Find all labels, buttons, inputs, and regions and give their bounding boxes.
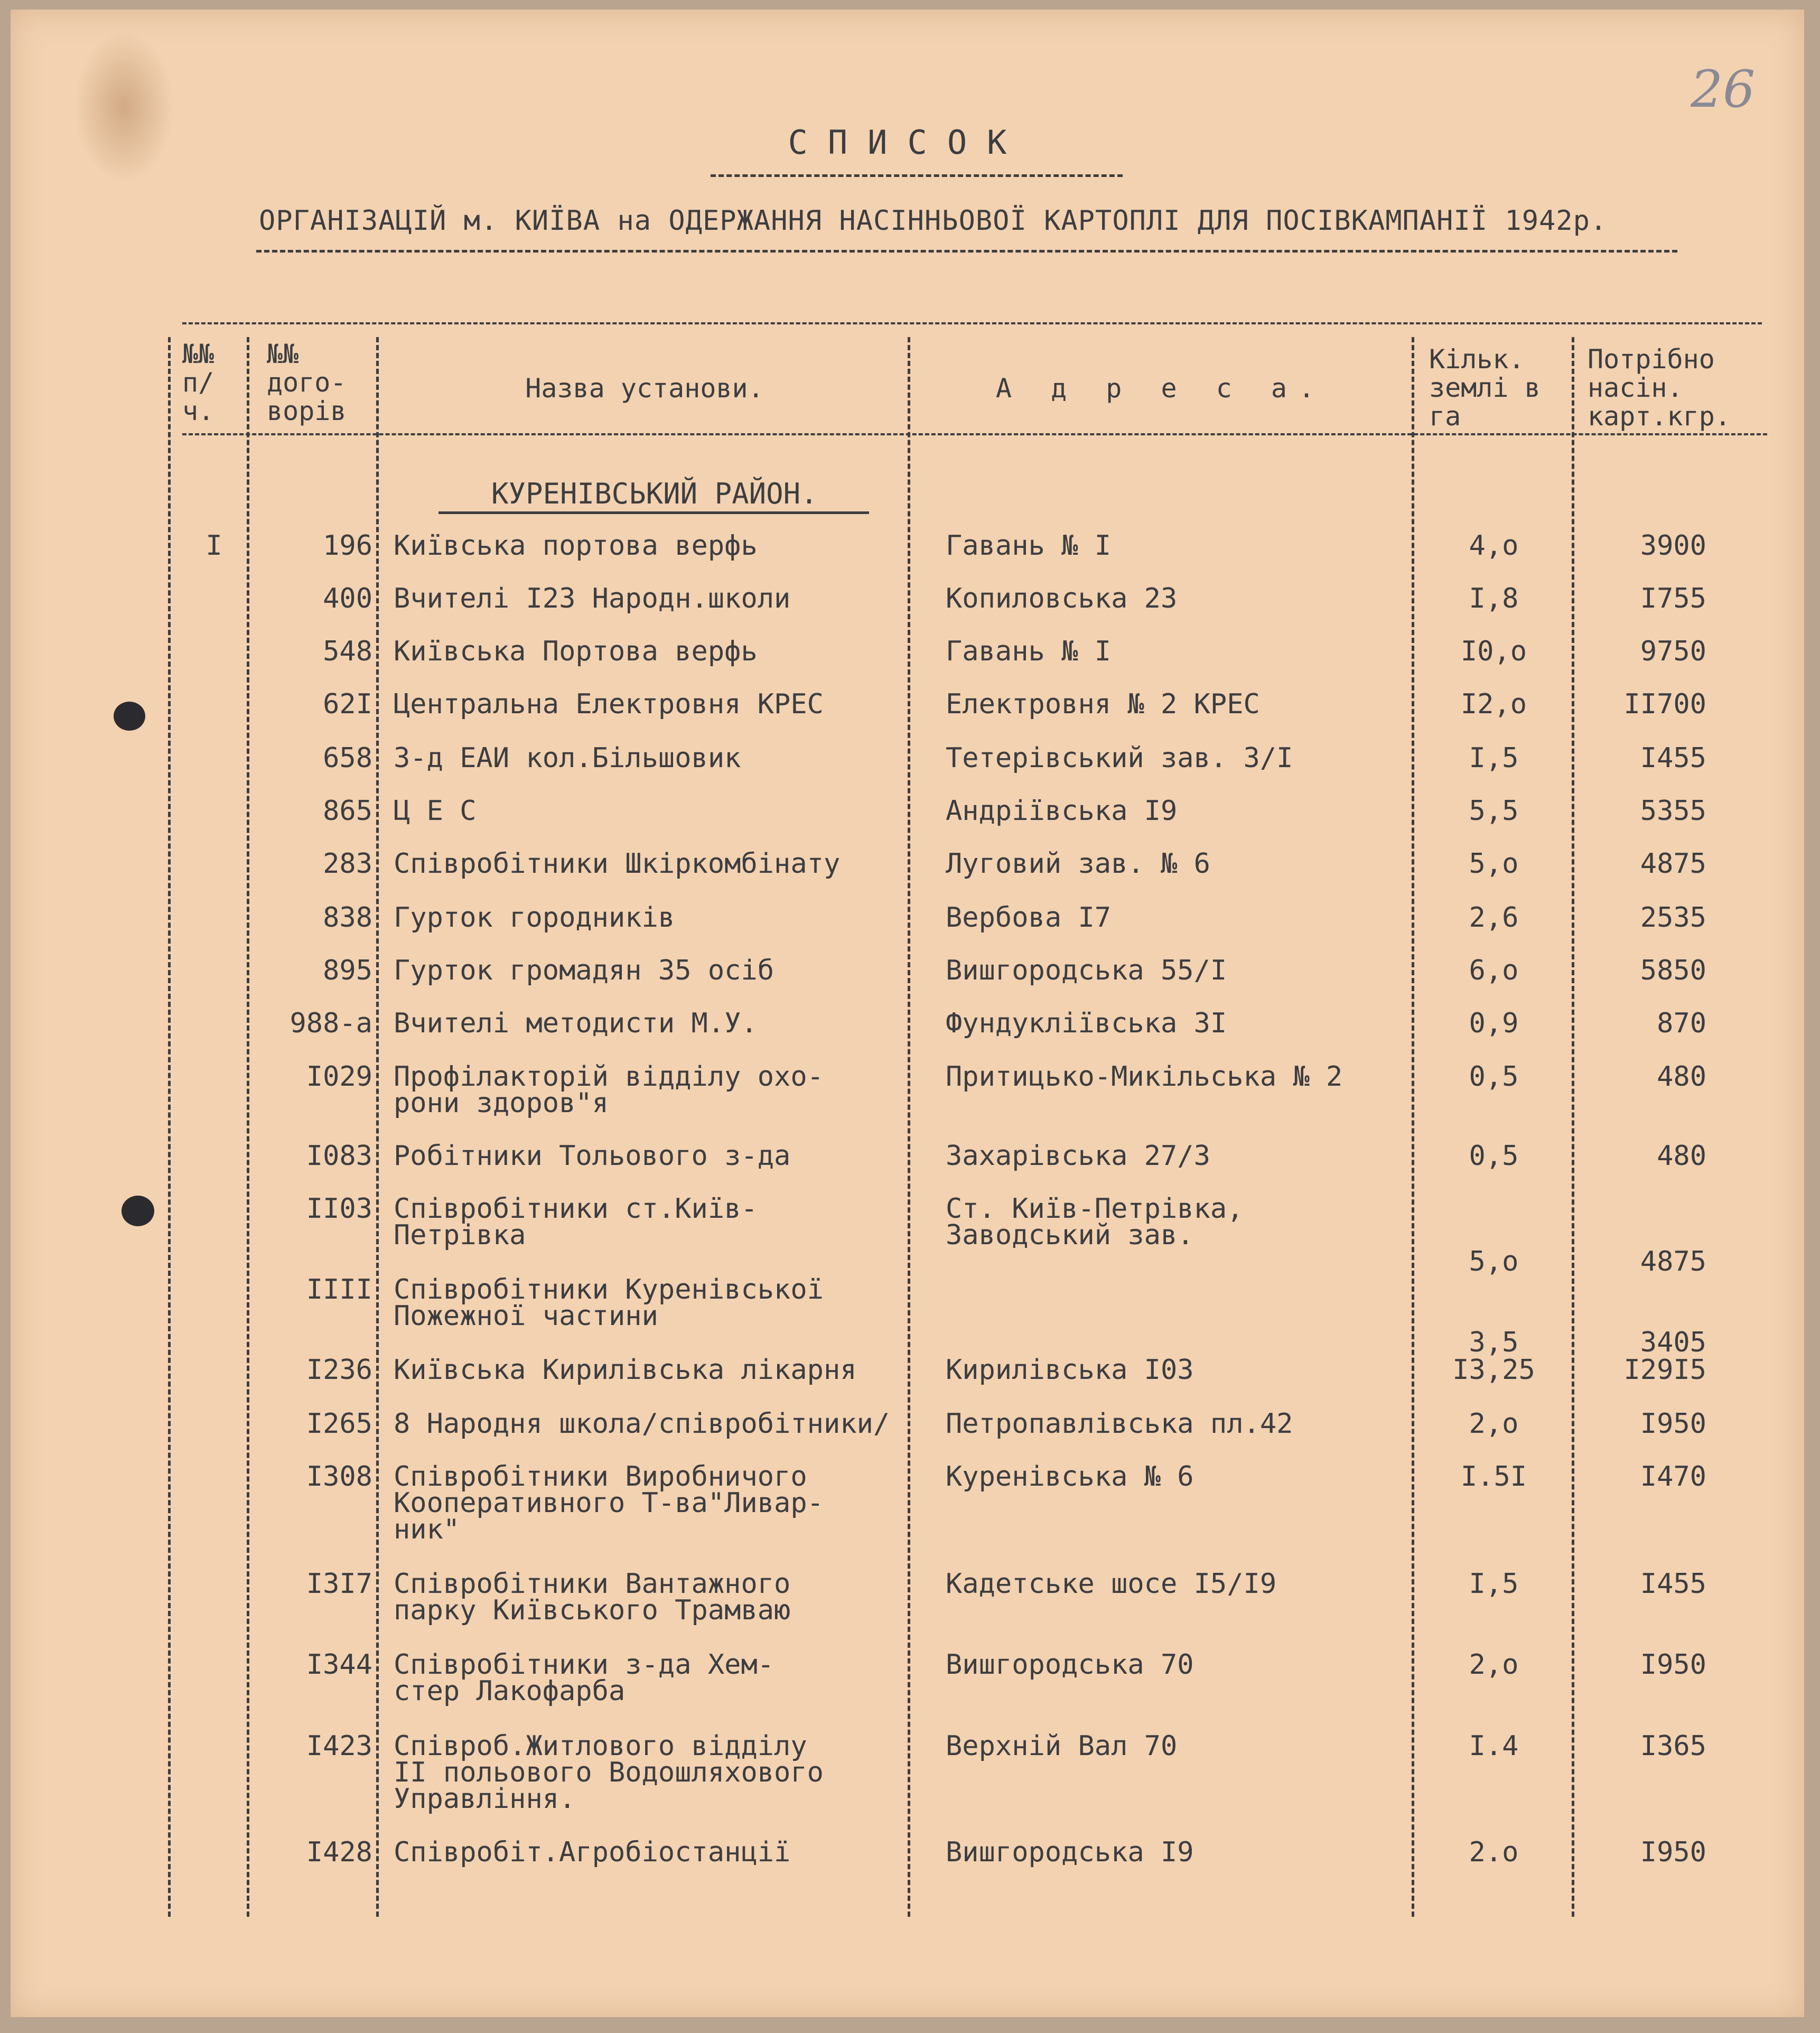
institution-address: Захарівська 27/3 xyxy=(946,1140,1210,1172)
seed-potatoes: I950 xyxy=(1640,1836,1706,1868)
institution-address: Ст. Київ-Петрівка, Заводський зав. xyxy=(946,1193,1244,1251)
contract-number: 658 xyxy=(323,742,372,774)
seed-potatoes: 5355 xyxy=(1640,795,1706,827)
institution-address: Вербова I7 xyxy=(946,902,1112,934)
contract-number: I308 xyxy=(306,1461,372,1493)
institution-name: Співробітники ст.Київ- Петрівка xyxy=(394,1193,758,1251)
institution-name: Співробітники Куренівської Пожежної частини xyxy=(394,1274,824,1332)
seed-potatoes: 9750 xyxy=(1640,636,1706,667)
institution-address: Гавань № I xyxy=(946,636,1112,667)
institution-address: Куренівська № 6 xyxy=(946,1461,1194,1493)
institution-address: Вишгородська 55/I xyxy=(946,955,1227,986)
contract-number: 196 xyxy=(323,530,372,562)
contract-number: 283 xyxy=(323,848,372,880)
institution-name: Ц Е С xyxy=(394,795,477,827)
document-title: СПИСОК xyxy=(788,123,1027,162)
land-area: 2.о xyxy=(1469,1836,1519,1868)
institution-name: З-д ЕАИ кол.Більшовик xyxy=(394,742,741,774)
contract-number: 895 xyxy=(323,955,372,986)
header-address: А д р е с а. xyxy=(995,373,1327,404)
land-area: 3,5 xyxy=(1469,1327,1519,1358)
land-area: 0,9 xyxy=(1469,1008,1519,1039)
institution-name: Робітники Тольового з-да xyxy=(394,1140,791,1172)
seed-potatoes: 4875 xyxy=(1640,1246,1706,1277)
seed-potatoes: 870 xyxy=(1657,1008,1706,1039)
seed-potatoes: I29I5 xyxy=(1623,1354,1706,1386)
institution-name: Гурток городників xyxy=(394,902,675,934)
header-no: №№ п/ч. xyxy=(182,339,214,426)
contract-number: I3I7 xyxy=(306,1568,372,1600)
contract-number: 865 xyxy=(323,795,372,827)
institution-name: Співроб.Житлового відділу II польового Водошляхового Управління. xyxy=(394,1730,824,1815)
land-area: I,5 xyxy=(1469,742,1519,774)
seed-potatoes: 2535 xyxy=(1640,902,1706,934)
seed-potatoes: I950 xyxy=(1640,1649,1706,1681)
land-area: I.4 xyxy=(1469,1730,1519,1762)
column-divider-5 xyxy=(1572,337,1574,1917)
institution-name: Київська Кирилівська лікарня xyxy=(394,1354,857,1386)
institution-address: Гавань № I xyxy=(946,530,1112,562)
institution-address: Верхній Вал 70 xyxy=(946,1730,1178,1762)
contract-number: 400 xyxy=(323,583,372,614)
institution-address: Копиловська 23 xyxy=(946,583,1178,614)
institution-address: Андріївська I9 xyxy=(946,795,1178,827)
title-underline xyxy=(711,174,1123,177)
institution-name: Профілакторій відділу охо- рони здоров"я xyxy=(394,1061,824,1119)
seed-potatoes: 3405 xyxy=(1640,1327,1706,1358)
seed-potatoes: I365 xyxy=(1640,1730,1706,1762)
land-area: I0,о xyxy=(1460,636,1527,667)
contract-number: 838 xyxy=(323,902,372,934)
institution-address: Кирилівська I03 xyxy=(946,1354,1194,1386)
institution-address: Петропавлівська пл.42 xyxy=(946,1408,1293,1440)
row-number: I xyxy=(206,530,222,562)
seed-potatoes: I470 xyxy=(1640,1461,1706,1493)
institution-address: Притицько-Микільська № 2 xyxy=(946,1061,1343,1093)
institution-name: Співробітники Шкіркомбінату xyxy=(394,848,841,880)
institution-address: Луговий зав. № 6 xyxy=(946,848,1210,880)
seed-potatoes: I455 xyxy=(1640,1568,1706,1600)
table-left-border xyxy=(168,337,171,1917)
column-divider-2 xyxy=(376,337,379,1917)
land-area: 6,о xyxy=(1469,955,1519,986)
land-area: I,8 xyxy=(1469,583,1519,614)
contract-number: 988-а xyxy=(290,1008,372,1039)
table-top-rule xyxy=(182,322,1762,324)
seed-potatoes: II700 xyxy=(1623,688,1706,720)
institution-address: Фундукліївська 3I xyxy=(946,1008,1227,1039)
institution-name: 8 Народня школа/співробітники/ xyxy=(394,1408,890,1440)
column-divider-4 xyxy=(1412,337,1414,1917)
document-sheet xyxy=(11,10,1804,2017)
district-underline xyxy=(438,511,869,514)
header-name: Назва установи. xyxy=(525,373,764,404)
land-area: 5,о xyxy=(1469,1246,1519,1277)
institution-address: Вишгородська 70 xyxy=(946,1649,1194,1681)
land-area: 0,5 xyxy=(1469,1061,1519,1093)
punch-hole-bottom xyxy=(122,1196,154,1226)
land-area: I2,о xyxy=(1460,688,1527,720)
contract-number: I236 xyxy=(306,1354,372,1386)
institution-address: Електровня № 2 КРЕС xyxy=(946,688,1260,720)
land-area: 0,5 xyxy=(1469,1140,1519,1172)
land-area: 2,о xyxy=(1469,1649,1519,1681)
institution-name: Центральна Електровня КРЕС xyxy=(394,688,824,720)
seed-potatoes: I755 xyxy=(1640,583,1706,614)
land-area: 2,о xyxy=(1469,1408,1519,1440)
institution-name: Співробітники Виробничого Кооперативного Т-ва"Ливар- ник" xyxy=(394,1461,824,1545)
contract-number: II03 xyxy=(306,1193,372,1225)
institution-address: Тетерівський зав. З/I xyxy=(946,742,1293,774)
contract-number: I029 xyxy=(306,1061,372,1093)
institution-name: Київська портова верфь xyxy=(394,530,758,562)
punch-hole-top xyxy=(114,702,145,731)
contract-number: I344 xyxy=(306,1649,372,1681)
land-area: 2,6 xyxy=(1469,902,1519,934)
land-area: I,5 xyxy=(1469,1568,1519,1600)
land-area: I3,25 xyxy=(1452,1354,1535,1386)
header-contract: №№ дого- ворів xyxy=(267,339,347,426)
document-subtitle: ОРГАНІЗАЦІЙ м. КИЇВА на ОДЕРЖАННЯ НАСІННЬОВОЇ КАРТОПЛІ ДЛЯ ПОСІВКАМПАНІЇ 1942р. xyxy=(259,205,1608,237)
seed-potatoes: 480 xyxy=(1657,1061,1706,1093)
institution-name: Вчителі методисти М.У. xyxy=(394,1008,758,1039)
page-number: 26 xyxy=(1691,60,1756,119)
seed-potatoes: I950 xyxy=(1640,1408,1706,1440)
seed-potatoes: 480 xyxy=(1657,1140,1706,1172)
institution-address: Кадетське шосе I5/I9 xyxy=(946,1568,1277,1600)
institution-name: Співробітники з-да Хем- стер Лакофарба xyxy=(394,1649,774,1707)
seed-potatoes: I455 xyxy=(1640,742,1706,774)
land-area: 5,5 xyxy=(1469,795,1519,827)
contract-number: I083 xyxy=(306,1140,372,1172)
district-heading: КУРЕНІВСЬКИЙ РАЙОН. xyxy=(491,477,818,510)
contract-number: I428 xyxy=(306,1836,372,1868)
contract-number: 548 xyxy=(323,636,372,667)
institution-name: Співробітники Вантажного парку Київського Трамваю xyxy=(394,1568,791,1626)
institution-name: Київська Портова верфь xyxy=(394,636,758,667)
table-header-rule xyxy=(182,433,1767,435)
institution-name: Гурток громадян 35 осіб xyxy=(394,955,774,986)
seed-potatoes: 3900 xyxy=(1640,530,1706,562)
subtitle-underline xyxy=(256,250,1677,253)
institution-name: Вчителі I23 Народн.школи xyxy=(394,583,791,614)
contract-number: I265 xyxy=(306,1408,372,1440)
seed-potatoes: 4875 xyxy=(1640,848,1706,880)
contract-number: IIII xyxy=(306,1274,372,1305)
contract-number: 62I xyxy=(323,688,372,720)
seed-potatoes: 5850 xyxy=(1640,955,1706,986)
land-area: 5,о xyxy=(1469,848,1519,880)
land-area: 4,о xyxy=(1469,530,1519,562)
land-area: I.5I xyxy=(1460,1461,1527,1493)
contract-number: I423 xyxy=(306,1730,372,1762)
institution-address: Вишгородська I9 xyxy=(946,1836,1194,1868)
institution-name: Співробіт.Агробіостанції xyxy=(394,1836,791,1868)
header-land: Кільк. землі в га xyxy=(1429,344,1541,432)
header-potatoes: Потрібно насін. карт.кгр. xyxy=(1588,344,1731,432)
column-divider-1 xyxy=(247,337,249,1917)
